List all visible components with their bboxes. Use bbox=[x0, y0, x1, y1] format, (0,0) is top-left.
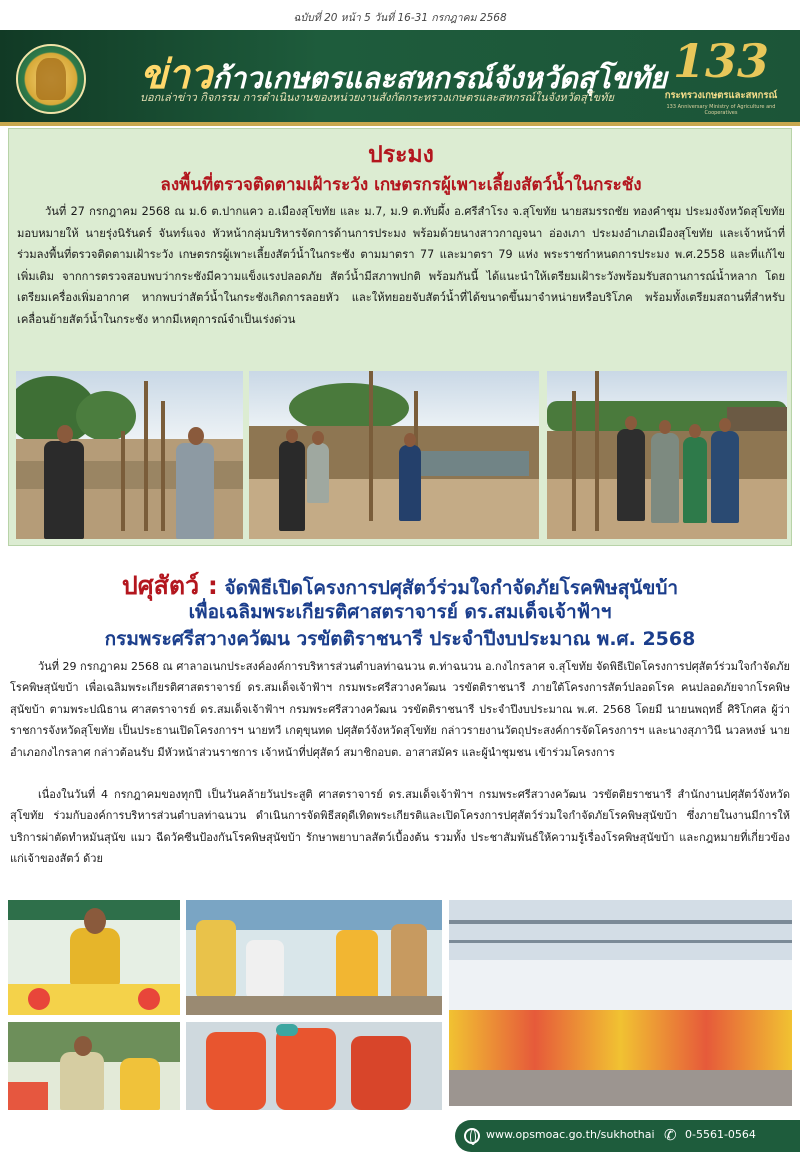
newsletter-header bbox=[0, 30, 800, 122]
fisheries-photo-2 bbox=[249, 371, 539, 539]
livestock-photo-4 bbox=[186, 1022, 442, 1110]
livestock-photo-2 bbox=[186, 900, 442, 1015]
issue-bar bbox=[0, 0, 800, 30]
fisheries-body: วันที่ 27 กรกฎาคม 2568 ณ ม.6 ต.ปากแคว อ.เมืองสุโขทัย และ ม.7, ม.9 ต.ทับผึ้ง อ.ศรีสำโรง จ.สุโขทัย นายสมรรถชัย ทองคำชุม ประมงจังหวัดสุโขทัย มอบหมายให้ นายรุ่งนิรันดร์ จันทร์แจง หัวหน้ากลุ่มบริหารจัดการด้านการประมง พร้อมด้วยนางสาวกาญจนา อ่องเภา ประมงอำเภอเมืองสุโขทัย และเจ้าหน้าที่ ร่วมลงพื้นที่ตรวจติดตามเฝ้าระวัง เกษตรกรผู้เพาะเลี้ยงสัตว์น้ำในกระชัง ตามมาตรา 77 และมาตรา 79 แห่ง พระราชกำหนดการประมง พ.ศ.2558 และที่แก้ไขเพิ่มเติม จากการตรวจสอบพบว่ากระชังมีความแข็งแรงปลอดภัย สัตว์น้ำมีสภาพปกติ พร้อมกันนี้ ได้แนะนำให้เตรียมเฝ้าระวังพร้อมรับสถานการณ์น้ำหลาก โดยเตรียมเครื่องเพิ่มอากาศ หากพบว่าสัตว์น้ำในกระชังเกิดการลอยหัว และให้ทยอยจับสัตว์น้ำที่ได้ขนาดขึ้นมาจำหน่ายหรือบริโภค พร้อมทั้งเตรียมสถานที่สำหรับเคลื่อนย้ายสัตว์น้ำในกระชัง หากมีเหตุการณ์จำเป็นเร่งด่วน bbox=[17, 205, 785, 326]
fisheries-section bbox=[8, 128, 792, 546]
anniversary-english: 133 Anniversary Ministry of Agriculture and Cooperatives bbox=[666, 104, 776, 116]
footer-phone-number[interactable]: 0-5561-0564 bbox=[685, 1128, 756, 1141]
footer bbox=[0, 1116, 800, 1155]
livestock-photo-3 bbox=[8, 1022, 180, 1110]
livestock-tag: ปศุสัตว์ : bbox=[121, 571, 218, 600]
livestock-title-line2: เพื่อเฉลิมพระเกียรติศาสตราจารย์ ดร.สมเด็จเจ้าฟ้าฯ bbox=[188, 601, 612, 623]
header-gold-stripe bbox=[0, 122, 800, 126]
title-big-word: ข่าว bbox=[140, 52, 213, 98]
fisheries-heading: ประมง bbox=[368, 142, 434, 168]
livestock-body-2: เนื่องในวันที่ 4 กรกฎาคมของทุกปี เป็นวันคล้ายวันประสูติ ศาสตราจารย์ ดร.สมเด็จเจ้าฟ้าฯ กรมพระศรีสวางควัฒน วรขัตติยราชนารี สำนักงานปศุสัตว์จังหวัดสุโขทัย ร่วมกับองค์การบริหารส่วนตำบลท่าฉนวน ดำเนินการจัดพิธีสดุดีเทิดพระเกียรติและเปิดโครงการปศุสัตว์ร่วมใจกำจัดภัยโรคพิษสุนัขบ้า ซึ่งภายในงานมีการให้บริการผ่าตัดทำหมันสุนัข แมว ฉีดวัคซีนป้องกันโรคพิษสุนัขบ้า รักษาพยาบาลสัตว์เบื้องต้น รวมทั้ง ประชาสัมพันธ์ให้ความรู้เรื่องโรคพิษสุนัขบ้า และกฎหมายที่เกี่ยวข้องแก่เจ้าของสัตว์ ด้วย bbox=[10, 788, 790, 866]
anniversary-number: 133 bbox=[672, 34, 770, 88]
issue-line: ฉบับที่ 20 หน้า 5 วันที่ 16-31 กรกฎาคม 2568 bbox=[293, 12, 507, 24]
anniversary-logo bbox=[656, 30, 786, 118]
title-rest: ก้าวเกษตรและสหกรณ์จังหวัดสุโขทัย bbox=[212, 61, 667, 95]
newsletter-subtitle: บอกเล่าข่าว กิจกรรม การดำเนินงานของหน่วยงานสังกัดกระทรวงเกษตรและสหกรณ์ในจังหวัดสุโขทัย bbox=[140, 91, 614, 104]
footer-website-link[interactable]: www.opsmoac.go.th/sukhothai bbox=[486, 1128, 655, 1141]
livestock-group-photo bbox=[449, 900, 792, 1106]
anniversary-ministry: กระทรวงเกษตรและสหกรณ์ bbox=[664, 90, 778, 101]
livestock-body-1: วันที่ 29 กรกฎาคม 2568 ณ ศาลาอเนกประสงค์องค์การบริหารส่วนตำบลท่าฉนวน ต.ท่าฉนวน อ.กงไกรลาศ จ.สุโขทัย จัดพิธีเปิดโครงการปศุสัตว์ร่วมใจกำจัดภัยโรคพิษสุนัขบ้า เพื่อเฉลิมพระเกียรติศาสตราจารย์ ดร.สมเด็จเจ้าฟ้าฯ กรมพระศรีสวางควัฒน วรขัตติราชนารี ภายใต้โครงการสัตว์ปลอดโรค คนปลอดภัยจากโรคพิษสุนัขบ้า ตามพระปณิธาน ศาสตราจารย์ ดร.สมเด็จเจ้าฟ้าฯ กรมพระศรีสวางควัฒน วรขัตติราชนารี ประจำปีงบประมาณ พ.ศ. 2568 โดยมี นายนพฤทธิ์ ศิริโกศล ผู้ว่าราชการจังหวัดสุโขทัย เป็นประธานเปิดโครงการฯ นายทวี เกตุขุนทด ปศุสัตว์จังหวัดสุโขทัย กล่าวรายงานวัตถุประสงค์การจัดโครงการฯ และนางสุภาวินี นวลหงษ์ นายอำเภอกงไกรลาศ กล่าวต้อนรับ มีหัวหน้าส่วนราชการ เจ้าหน้าที่ปศุสัตว์ สมาชิกอบต. อาสาสมัคร และผู้นำชุมชน เข้าร่วมโครงการ bbox=[10, 660, 790, 759]
fisheries-subheading: ลงพื้นที่ตรวจติดตามเฝ้าระวัง เกษตรกรผู้เพาะเลี้ยงสัตว์น้ำในกระชัง bbox=[160, 175, 642, 195]
livestock-title-text1: จัดพิธีเปิดโครงการปศุสัตว์ร่วมใจกำจัดภัยโรคพิษสุนัขบ้า bbox=[224, 577, 679, 599]
globe-icon bbox=[464, 1128, 480, 1144]
fisheries-photo-3 bbox=[547, 371, 787, 539]
phone-icon: ✆ bbox=[664, 1126, 677, 1144]
livestock-title-line3: กรมพระศรีสวางควัฒน วรขัตติราชนารี ประจำปีงบประมาณ พ.ศ. 2568 bbox=[104, 628, 696, 650]
fisheries-photo-1 bbox=[16, 371, 243, 539]
provincial-office-logo bbox=[16, 44, 86, 114]
livestock-photo-1 bbox=[8, 900, 180, 1015]
